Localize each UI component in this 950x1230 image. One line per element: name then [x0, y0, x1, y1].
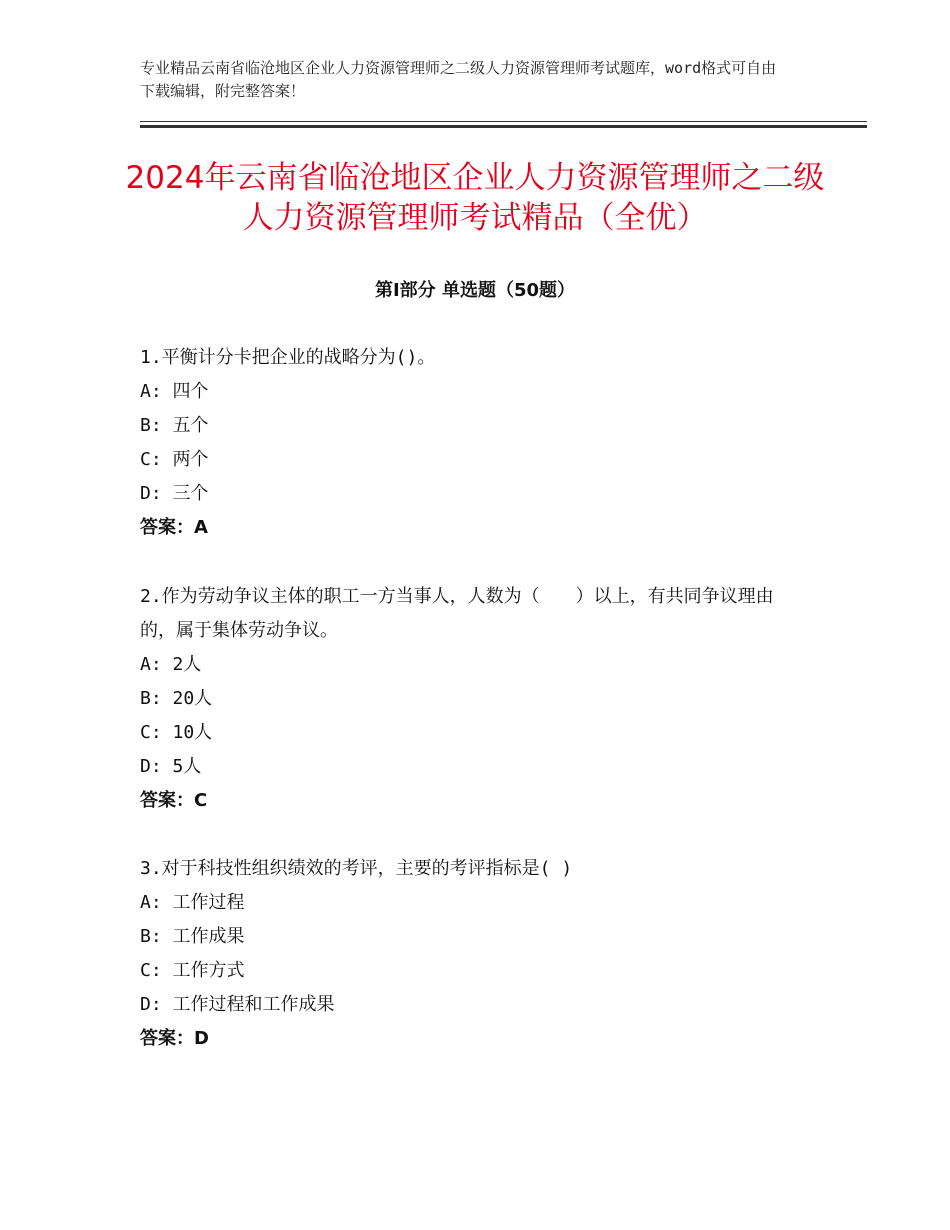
option-c: C: 两个: [140, 449, 209, 470]
option-a: A: 2人: [140, 654, 202, 675]
option-d: D: 工作过程和工作成果: [140, 994, 335, 1015]
question-2: [140, 580, 820, 818]
answer: 答案：D: [140, 1028, 209, 1049]
question-stem: 1.平衡计分卡把企业的战略分为()。: [140, 347, 436, 368]
question-stem: 2.作为劳动争议主体的职工一方当事人，人数为（ ）以上，有共同争议理由的，属于集体劳动争议。: [140, 586, 774, 641]
header-rule-thin: [140, 121, 867, 122]
question-1: [140, 341, 820, 545]
option-d: D: 三个: [140, 483, 209, 504]
option-a: A: 四个: [140, 381, 209, 402]
option-b: B: 五个: [140, 415, 209, 436]
answer: 答案：C: [140, 790, 208, 811]
document-title: 2024年云南省临沧地区企业人力资源管理师之二级人力资源管理师考试精品（全优）: [125, 160, 825, 236]
option-b: B: 工作成果: [140, 926, 245, 947]
option-c: C: 10人: [140, 722, 213, 743]
option-b: B: 20人: [140, 688, 213, 709]
header-note: 专业精品云南省临沧地区企业人力资源管理师之二级人力资源管理师考试题库，word格式可自由下载编辑，附完整答案！: [140, 59, 777, 100]
option-a: A: 工作过程: [140, 892, 245, 913]
option-d: D: 5人: [140, 756, 202, 777]
question-3: [140, 852, 820, 1056]
answer: 答案：A: [140, 517, 208, 538]
header-rule-thick: [140, 125, 867, 128]
section-title: 第Ⅰ部分 单选题（50题）: [374, 280, 575, 301]
question-stem: 3.对于科技性组织绩效的考评，主要的考评指标是( ): [140, 858, 573, 879]
option-c: C: 工作方式: [140, 960, 245, 981]
